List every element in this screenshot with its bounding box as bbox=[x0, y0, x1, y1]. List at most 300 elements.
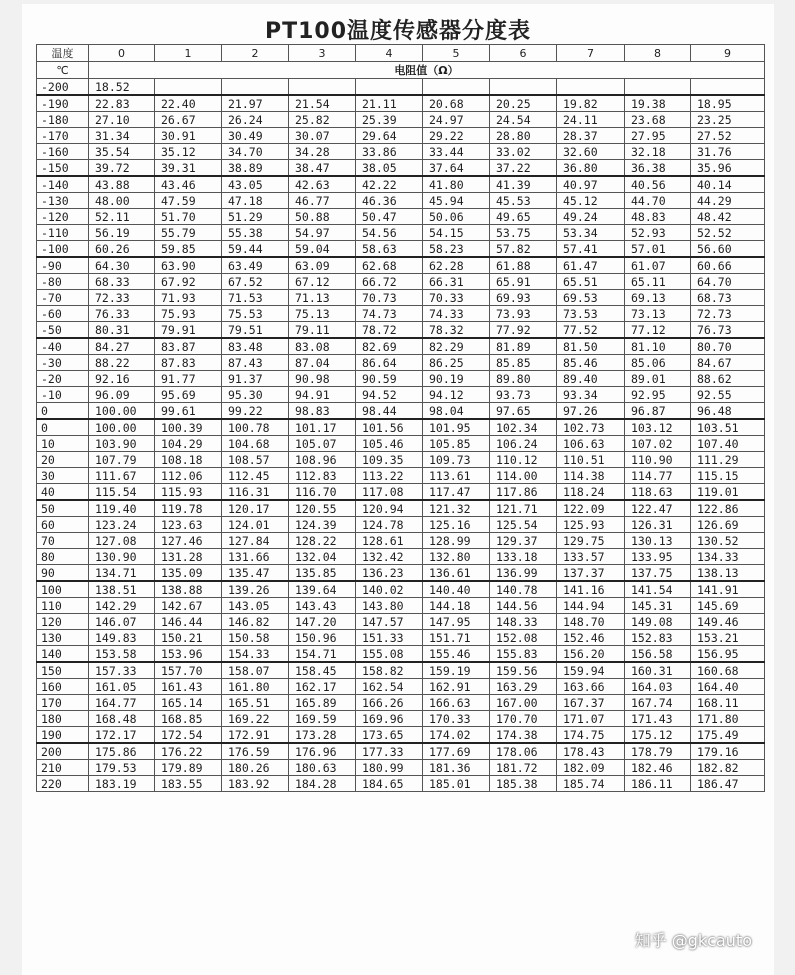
table-row bbox=[37, 727, 765, 744]
resistance-cell: 151.71 bbox=[423, 630, 490, 646]
resistance-cell: 67.52 bbox=[222, 274, 289, 290]
table-row bbox=[37, 225, 765, 241]
resistance-cell: 122.09 bbox=[557, 500, 625, 517]
temperature-cell: 10 bbox=[37, 436, 89, 452]
table-row bbox=[37, 484, 765, 501]
resistance-cell: 75.53 bbox=[222, 306, 289, 322]
resistance-cell: 174.38 bbox=[490, 727, 557, 744]
resistance-cell: 169.96 bbox=[356, 711, 423, 727]
resistance-cell: 139.64 bbox=[289, 581, 356, 598]
resistance-cell: 183.19 bbox=[89, 776, 155, 792]
temperature-cell: 90 bbox=[37, 565, 89, 582]
resistance-cell: 73.93 bbox=[490, 306, 557, 322]
resistance-cell: 119.40 bbox=[89, 500, 155, 517]
resistance-cell: 44.29 bbox=[691, 193, 765, 209]
resistance-cell: 19.82 bbox=[557, 95, 625, 112]
resistance-cell: 23.25 bbox=[691, 112, 765, 128]
temperature-cell: -90 bbox=[37, 257, 89, 274]
resistance-cell: 174.02 bbox=[423, 727, 490, 744]
resistance-cell: 86.25 bbox=[423, 355, 490, 371]
resistance-cell: 99.61 bbox=[155, 403, 222, 420]
resistance-cell: 110.51 bbox=[557, 452, 625, 468]
resistance-cell: 154.71 bbox=[289, 646, 356, 663]
table-row bbox=[37, 95, 765, 112]
resistance-cell: 76.73 bbox=[691, 322, 765, 339]
resistance-cell: 33.02 bbox=[490, 144, 557, 160]
resistance-cell: 149.08 bbox=[625, 614, 691, 630]
resistance-cell: 98.44 bbox=[356, 403, 423, 420]
resistance-cell: 129.75 bbox=[557, 533, 625, 549]
resistance-cell: 38.47 bbox=[289, 160, 356, 177]
temperature-cell: 140 bbox=[37, 646, 89, 663]
resistance-cell: 109.73 bbox=[423, 452, 490, 468]
resistance-cell: 172.54 bbox=[155, 727, 222, 744]
resistance-cell: 87.83 bbox=[155, 355, 222, 371]
table-row bbox=[37, 711, 765, 727]
resistance-cell: 136.99 bbox=[490, 565, 557, 582]
col-header: 4 bbox=[356, 45, 423, 62]
pt100-table bbox=[36, 44, 765, 792]
table-row bbox=[37, 355, 765, 371]
resistance-cell: 80.70 bbox=[691, 338, 765, 355]
resistance-cell: 38.89 bbox=[222, 160, 289, 177]
resistance-cell: 109.35 bbox=[356, 452, 423, 468]
resistance-cell: 130.90 bbox=[89, 549, 155, 565]
resistance-cell: 41.39 bbox=[490, 176, 557, 193]
resistance-cell: 161.80 bbox=[222, 679, 289, 695]
resistance-cell: 27.10 bbox=[89, 112, 155, 128]
resistance-cell: 21.54 bbox=[289, 95, 356, 112]
resistance-cell: 26.67 bbox=[155, 112, 222, 128]
resistance-cell: 103.51 bbox=[691, 419, 765, 436]
resistance-cell: 56.60 bbox=[691, 241, 765, 258]
temperature-cell: 190 bbox=[37, 727, 89, 744]
resistance-cell: 162.91 bbox=[423, 679, 490, 695]
document-page bbox=[22, 4, 774, 975]
resistance-cell: 112.06 bbox=[155, 468, 222, 484]
header-row bbox=[37, 45, 765, 62]
resistance-cell: 29.64 bbox=[356, 128, 423, 144]
resistance-cell: 113.22 bbox=[356, 468, 423, 484]
resistance-cell: 122.86 bbox=[691, 500, 765, 517]
resistance-cell: 159.19 bbox=[423, 662, 490, 679]
resistance-cell: 28.80 bbox=[490, 128, 557, 144]
resistance-cell: 162.54 bbox=[356, 679, 423, 695]
temperature-cell: 50 bbox=[37, 500, 89, 517]
resistance-cell: 124.01 bbox=[222, 517, 289, 533]
resistance-cell: 171.43 bbox=[625, 711, 691, 727]
resistance-cell: 168.85 bbox=[155, 711, 222, 727]
resistance-cell: 128.99 bbox=[423, 533, 490, 549]
resistance-cell: 44.70 bbox=[625, 193, 691, 209]
resistance-cell: 147.20 bbox=[289, 614, 356, 630]
resistance-cell: 71.13 bbox=[289, 290, 356, 306]
resistance-cell: 124.39 bbox=[289, 517, 356, 533]
table-row bbox=[37, 565, 765, 582]
resistance-cell bbox=[490, 79, 557, 96]
resistance-cell: 138.51 bbox=[89, 581, 155, 598]
resistance-cell: 93.73 bbox=[490, 387, 557, 403]
resistance-cell: 149.46 bbox=[691, 614, 765, 630]
resistance-cell: 101.17 bbox=[289, 419, 356, 436]
resistance-cell: 119.78 bbox=[155, 500, 222, 517]
resistance-cell: 144.94 bbox=[557, 598, 625, 614]
resistance-cell: 116.31 bbox=[222, 484, 289, 501]
temperature-cell: -170 bbox=[37, 128, 89, 144]
resistance-cell: 111.67 bbox=[89, 468, 155, 484]
temperature-cell: 170 bbox=[37, 695, 89, 711]
resistance-cell: 37.64 bbox=[423, 160, 490, 177]
resistance-cell: 101.95 bbox=[423, 419, 490, 436]
resistance-cell: 161.05 bbox=[89, 679, 155, 695]
resistance-cell: 118.63 bbox=[625, 484, 691, 501]
resistance-cell: 75.93 bbox=[155, 306, 222, 322]
resistance-cell: 40.56 bbox=[625, 176, 691, 193]
resistance-cell: 126.69 bbox=[691, 517, 765, 533]
resistance-cell: 147.95 bbox=[423, 614, 490, 630]
resistance-cell: 42.63 bbox=[289, 176, 356, 193]
resistance-cell: 41.80 bbox=[423, 176, 490, 193]
resistance-cell: 102.34 bbox=[490, 419, 557, 436]
resistance-cell: 173.28 bbox=[289, 727, 356, 744]
resistance-cell: 21.11 bbox=[356, 95, 423, 112]
resistance-cell: 37.22 bbox=[490, 160, 557, 177]
resistance-cell: 22.83 bbox=[89, 95, 155, 112]
temperature-cell: -190 bbox=[37, 95, 89, 112]
resistance-cell: 60.66 bbox=[691, 257, 765, 274]
resistance-cell: 71.53 bbox=[222, 290, 289, 306]
resistance-cell: 24.11 bbox=[557, 112, 625, 128]
resistance-cell: 89.80 bbox=[490, 371, 557, 387]
resistance-cell: 32.60 bbox=[557, 144, 625, 160]
resistance-cell: 169.22 bbox=[222, 711, 289, 727]
resistance-cell: 61.07 bbox=[625, 257, 691, 274]
temperature-cell: 200 bbox=[37, 743, 89, 760]
resistance-cell: 26.24 bbox=[222, 112, 289, 128]
resistance-cell: 175.86 bbox=[89, 743, 155, 760]
resistance-cell: 69.13 bbox=[625, 290, 691, 306]
resistance-cell: 182.46 bbox=[625, 760, 691, 776]
resistance-cell: 178.43 bbox=[557, 743, 625, 760]
resistance-cell: 82.29 bbox=[423, 338, 490, 355]
resistance-cell: 135.09 bbox=[155, 565, 222, 582]
resistance-cell: 47.59 bbox=[155, 193, 222, 209]
resistance-cell: 143.05 bbox=[222, 598, 289, 614]
resistance-cell: 87.43 bbox=[222, 355, 289, 371]
resistance-cell: 135.47 bbox=[222, 565, 289, 582]
resistance-cell bbox=[625, 79, 691, 96]
temperature-cell: 120 bbox=[37, 614, 89, 630]
resistance-cell: 24.97 bbox=[423, 112, 490, 128]
resistance-cell: 172.17 bbox=[89, 727, 155, 744]
resistance-cell: 97.26 bbox=[557, 403, 625, 420]
resistance-cell: 98.83 bbox=[289, 403, 356, 420]
resistance-cell: 49.24 bbox=[557, 209, 625, 225]
table-row bbox=[37, 209, 765, 225]
resistance-cell: 125.93 bbox=[557, 517, 625, 533]
resistance-cell: 69.93 bbox=[490, 290, 557, 306]
table-row bbox=[37, 257, 765, 274]
temperature-cell: -60 bbox=[37, 306, 89, 322]
resistance-cell: 182.09 bbox=[557, 760, 625, 776]
resistance-cell: 184.28 bbox=[289, 776, 356, 792]
temperature-cell: 180 bbox=[37, 711, 89, 727]
temperature-cell: 60 bbox=[37, 517, 89, 533]
table-row bbox=[37, 274, 765, 290]
resistance-cell: 39.31 bbox=[155, 160, 222, 177]
resistance-cell: 115.93 bbox=[155, 484, 222, 501]
resistance-cell: 138.13 bbox=[691, 565, 765, 582]
resistance-cell: 52.93 bbox=[625, 225, 691, 241]
resistance-cell: 101.56 bbox=[356, 419, 423, 436]
unit-row bbox=[37, 62, 765, 79]
resistance-cell: 79.51 bbox=[222, 322, 289, 339]
resistance-cell: 62.68 bbox=[356, 257, 423, 274]
resistance-cell: 129.37 bbox=[490, 533, 557, 549]
resistance-cell: 171.80 bbox=[691, 711, 765, 727]
resistance-cell: 48.42 bbox=[691, 209, 765, 225]
resistance-cell: 79.11 bbox=[289, 322, 356, 339]
resistance-cell: 152.46 bbox=[557, 630, 625, 646]
temperature-cell: -100 bbox=[37, 241, 89, 258]
resistance-cell: 30.07 bbox=[289, 128, 356, 144]
resistance-cell: 112.45 bbox=[222, 468, 289, 484]
resistance-cell bbox=[423, 79, 490, 96]
page-title: PT100温度传感器分度表 bbox=[264, 19, 532, 44]
resistance-cell: 81.50 bbox=[557, 338, 625, 355]
temperature-cell: -70 bbox=[37, 290, 89, 306]
resistance-cell: 130.13 bbox=[625, 533, 691, 549]
resistance-cell: 74.73 bbox=[356, 306, 423, 322]
resistance-cell: 73.13 bbox=[625, 306, 691, 322]
resistance-cell: 137.75 bbox=[625, 565, 691, 582]
resistance-cell: 27.52 bbox=[691, 128, 765, 144]
resistance-cell: 170.33 bbox=[423, 711, 490, 727]
table-row bbox=[37, 646, 765, 663]
temperature-cell: -80 bbox=[37, 274, 89, 290]
resistance-cell: 33.86 bbox=[356, 144, 423, 160]
resistance-cell: 73.53 bbox=[557, 306, 625, 322]
resistance-cell: 181.72 bbox=[490, 760, 557, 776]
resistance-cell: 117.86 bbox=[490, 484, 557, 501]
resistance-cell: 91.37 bbox=[222, 371, 289, 387]
resistance-cell: 79.91 bbox=[155, 322, 222, 339]
resistance-cell: 54.56 bbox=[356, 225, 423, 241]
resistance-cell: 134.33 bbox=[691, 549, 765, 565]
temperature-cell: 0 bbox=[37, 419, 89, 436]
resistance-cell: 116.70 bbox=[289, 484, 356, 501]
resistance-cell: 45.12 bbox=[557, 193, 625, 209]
resistance-cell: 48.00 bbox=[89, 193, 155, 209]
resistance-cell: 104.29 bbox=[155, 436, 222, 452]
resistance-cell: 142.29 bbox=[89, 598, 155, 614]
resistance-cell: 20.68 bbox=[423, 95, 490, 112]
resistance-cell: 25.39 bbox=[356, 112, 423, 128]
resistance-cell: 141.54 bbox=[625, 581, 691, 598]
resistance-cell: 65.11 bbox=[625, 274, 691, 290]
resistance-cell: 144.18 bbox=[423, 598, 490, 614]
resistance-cell: 72.73 bbox=[691, 306, 765, 322]
resistance-cell: 86.64 bbox=[356, 355, 423, 371]
table-row bbox=[37, 79, 765, 96]
resistance-cell: 83.08 bbox=[289, 338, 356, 355]
resistance-cell: 81.10 bbox=[625, 338, 691, 355]
table-row bbox=[37, 403, 765, 420]
resistance-cell: 146.82 bbox=[222, 614, 289, 630]
temperature-cell: 40 bbox=[37, 484, 89, 501]
resistance-cell: 21.97 bbox=[222, 95, 289, 112]
resistance-cell: 72.33 bbox=[89, 290, 155, 306]
table-row bbox=[37, 176, 765, 193]
resistance-cell: 150.58 bbox=[222, 630, 289, 646]
resistance-cell: 52.52 bbox=[691, 225, 765, 241]
resistance-cell: 165.51 bbox=[222, 695, 289, 711]
resistance-cell: 179.89 bbox=[155, 760, 222, 776]
resistance-cell: 28.37 bbox=[557, 128, 625, 144]
resistance-cell: 168.48 bbox=[89, 711, 155, 727]
resistance-cell: 171.07 bbox=[557, 711, 625, 727]
table-row bbox=[37, 760, 765, 776]
resistance-cell: 89.01 bbox=[625, 371, 691, 387]
resistance-cell: 35.54 bbox=[89, 144, 155, 160]
resistance-cell: 107.40 bbox=[691, 436, 765, 452]
resistance-cell: 140.78 bbox=[490, 581, 557, 598]
table-row bbox=[37, 128, 765, 144]
resistance-cell: 80.31 bbox=[89, 322, 155, 339]
resistance-cell: 43.46 bbox=[155, 176, 222, 193]
table-row bbox=[37, 241, 765, 258]
resistance-cell: 126.31 bbox=[625, 517, 691, 533]
resistance-cell: 117.47 bbox=[423, 484, 490, 501]
resistance-cell: 155.08 bbox=[356, 646, 423, 663]
resistance-cell: 123.24 bbox=[89, 517, 155, 533]
resistance-cell: 158.82 bbox=[356, 662, 423, 679]
resistance-cell: 100.00 bbox=[89, 419, 155, 436]
resistance-cell: 155.46 bbox=[423, 646, 490, 663]
resistance-cell: 177.33 bbox=[356, 743, 423, 760]
resistance-cell: 186.47 bbox=[691, 776, 765, 792]
resistance-cell: 68.33 bbox=[89, 274, 155, 290]
temperature-cell: -20 bbox=[37, 371, 89, 387]
table-row bbox=[37, 743, 765, 760]
resistance-cell: 104.68 bbox=[222, 436, 289, 452]
resistance-cell: 121.32 bbox=[423, 500, 490, 517]
resistance-cell: 103.90 bbox=[89, 436, 155, 452]
temperature-cell: 160 bbox=[37, 679, 89, 695]
resistance-cell: 166.63 bbox=[423, 695, 490, 711]
resistance-cell bbox=[557, 79, 625, 96]
temperature-cell: -110 bbox=[37, 225, 89, 241]
resistance-cell bbox=[155, 79, 222, 96]
resistance-cell: 23.68 bbox=[625, 112, 691, 128]
resistance-cell: 140.40 bbox=[423, 581, 490, 598]
resistance-cell: 146.44 bbox=[155, 614, 222, 630]
col-header: 6 bbox=[490, 45, 557, 62]
resistance-cell: 125.16 bbox=[423, 517, 490, 533]
resistance-cell: 106.63 bbox=[557, 436, 625, 452]
resistance-cell bbox=[289, 79, 356, 96]
temperature-cell: 70 bbox=[37, 533, 89, 549]
resistance-cell: 114.00 bbox=[490, 468, 557, 484]
resistance-cell: 87.04 bbox=[289, 355, 356, 371]
resistance-cell: 43.05 bbox=[222, 176, 289, 193]
resistance-cell: 176.96 bbox=[289, 743, 356, 760]
resistance-cell: 180.26 bbox=[222, 760, 289, 776]
resistance-cell: 55.38 bbox=[222, 225, 289, 241]
resistance-cell: 152.08 bbox=[490, 630, 557, 646]
temperature-cell: -160 bbox=[37, 144, 89, 160]
resistance-cell: 88.22 bbox=[89, 355, 155, 371]
resistance-cell: 33.44 bbox=[423, 144, 490, 160]
resistance-cell: 94.91 bbox=[289, 387, 356, 403]
resistance-cell: 156.58 bbox=[625, 646, 691, 663]
resistance-cell: 89.40 bbox=[557, 371, 625, 387]
resistance-cell: 103.12 bbox=[625, 419, 691, 436]
resistance-cell: 165.14 bbox=[155, 695, 222, 711]
resistance-cell: 107.79 bbox=[89, 452, 155, 468]
resistance-cell: 54.97 bbox=[289, 225, 356, 241]
resistance-cell: 150.96 bbox=[289, 630, 356, 646]
resistance-cell: 77.52 bbox=[557, 322, 625, 339]
resistance-cell: 134.71 bbox=[89, 565, 155, 582]
resistance-cell: 156.20 bbox=[557, 646, 625, 663]
resistance-cell: 154.33 bbox=[222, 646, 289, 663]
resistance-cell: 42.22 bbox=[356, 176, 423, 193]
resistance-cell: 53.75 bbox=[490, 225, 557, 241]
col-header: 7 bbox=[557, 45, 625, 62]
resistance-cell: 82.69 bbox=[356, 338, 423, 355]
table-row bbox=[37, 662, 765, 679]
resistance-cell: 180.99 bbox=[356, 760, 423, 776]
temperature-cell: 220 bbox=[37, 776, 89, 792]
resistance-cell: 100.00 bbox=[89, 403, 155, 420]
resistance-cell: 120.94 bbox=[356, 500, 423, 517]
resistance-cell: 136.23 bbox=[356, 565, 423, 582]
resistance-cell: 39.72 bbox=[89, 160, 155, 177]
resistance-cell: 48.83 bbox=[625, 209, 691, 225]
resistance-cell: 148.33 bbox=[490, 614, 557, 630]
temperature-cell: -140 bbox=[37, 176, 89, 193]
resistance-cell: 105.07 bbox=[289, 436, 356, 452]
temperature-cell: 80 bbox=[37, 549, 89, 565]
resistance-cell: 75.13 bbox=[289, 306, 356, 322]
resistance-cell: 166.26 bbox=[356, 695, 423, 711]
resistance-cell: 18.95 bbox=[691, 95, 765, 112]
resistance-cell: 53.34 bbox=[557, 225, 625, 241]
resistance-cell: 67.92 bbox=[155, 274, 222, 290]
resistance-cell bbox=[691, 79, 765, 96]
resistance-cell: 131.66 bbox=[222, 549, 289, 565]
resistance-cell: 35.96 bbox=[691, 160, 765, 177]
resistance-cell: 92.16 bbox=[89, 371, 155, 387]
resistance-cell: 169.59 bbox=[289, 711, 356, 727]
resistance-cell: 170.70 bbox=[490, 711, 557, 727]
resistance-cell: 62.28 bbox=[423, 257, 490, 274]
resistance-cell: 98.04 bbox=[423, 403, 490, 420]
resistance-cell: 57.82 bbox=[490, 241, 557, 258]
resistance-cell: 100.78 bbox=[222, 419, 289, 436]
temperature-cell: -120 bbox=[37, 209, 89, 225]
resistance-cell: 60.26 bbox=[89, 241, 155, 258]
resistance-cell: 90.98 bbox=[289, 371, 356, 387]
resistance-cell: 113.61 bbox=[423, 468, 490, 484]
resistance-cell: 115.54 bbox=[89, 484, 155, 501]
resistance-cell: 108.57 bbox=[222, 452, 289, 468]
resistance-cell: 153.58 bbox=[89, 646, 155, 663]
resistance-cell: 127.84 bbox=[222, 533, 289, 549]
resistance-cell: 153.21 bbox=[691, 630, 765, 646]
resistance-cell: 106.24 bbox=[490, 436, 557, 452]
